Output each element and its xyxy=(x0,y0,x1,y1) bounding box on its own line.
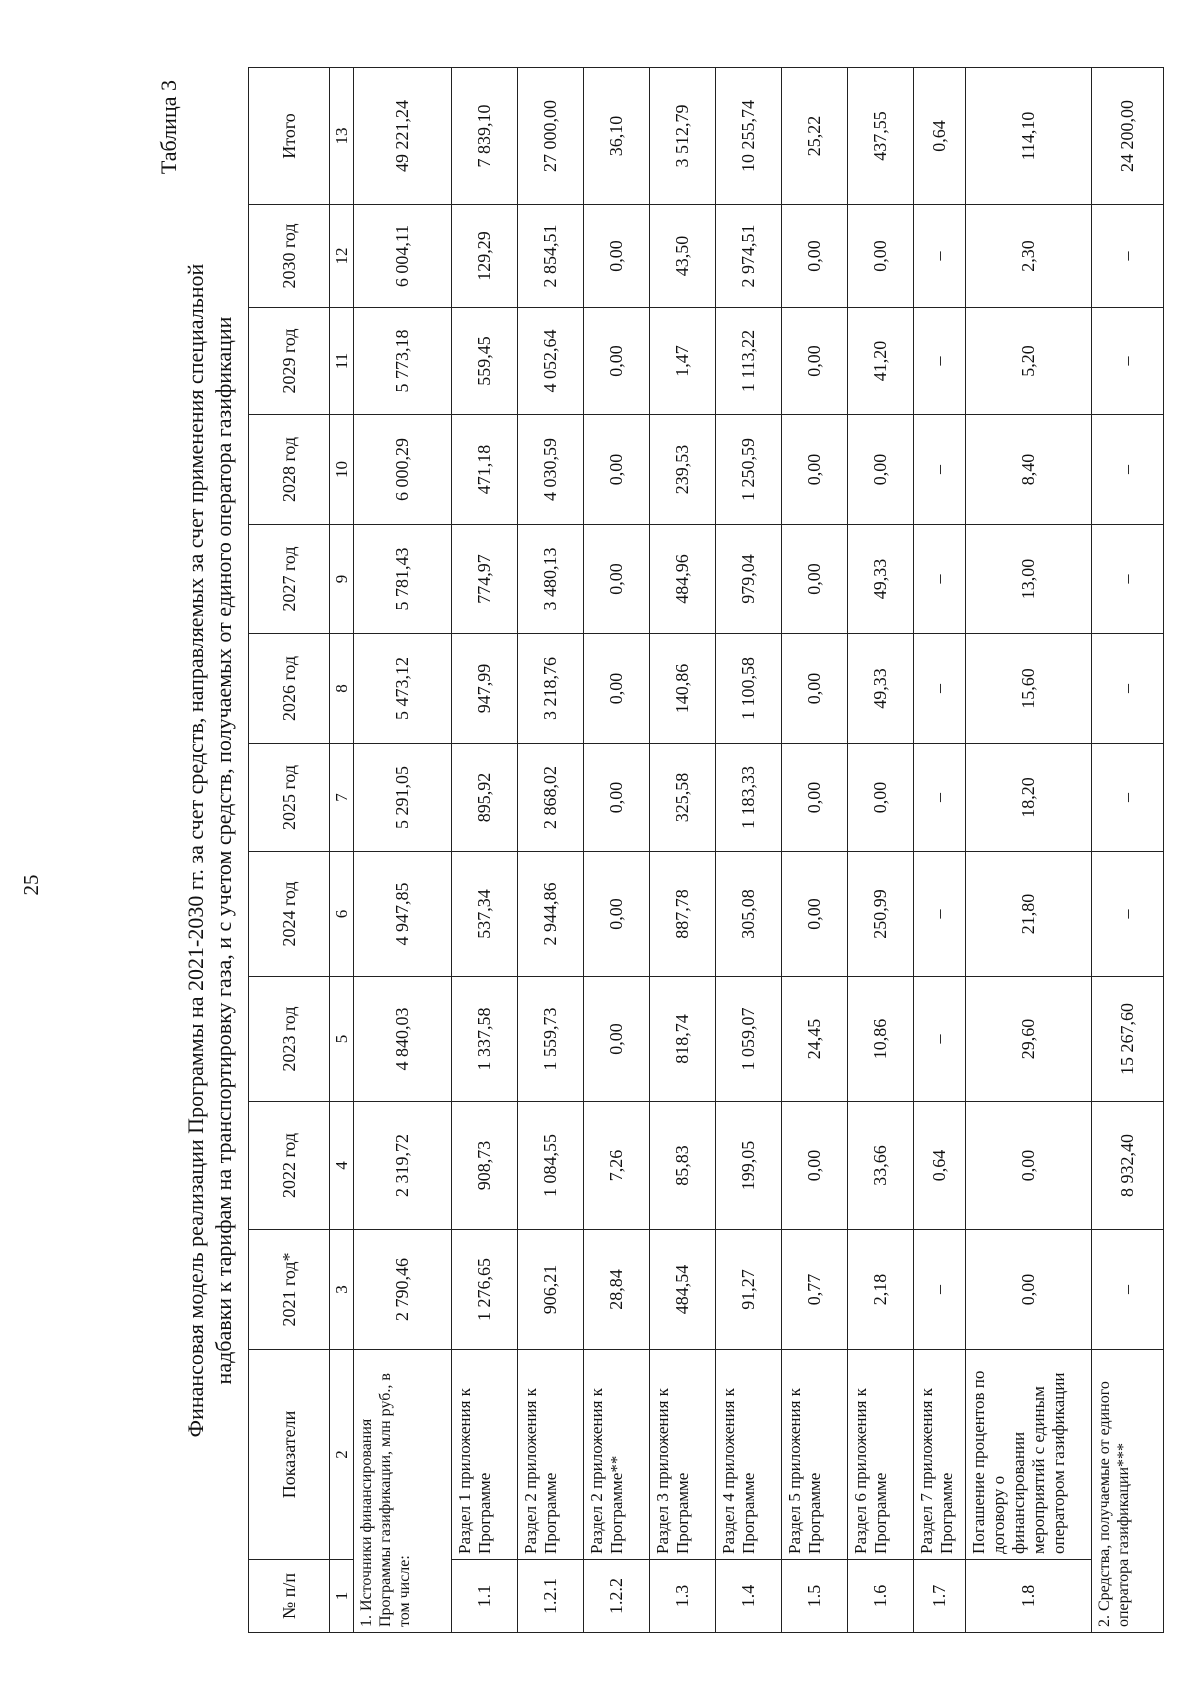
value-cell: 10 255,74 xyxy=(716,68,782,205)
value-cell: 979,04 xyxy=(716,525,782,634)
column-number: 12 xyxy=(330,205,354,308)
title-line-2: надбавки к тарифам на транспортировку газа, и с учетом средств, получаемых от единого оператора газификации xyxy=(211,316,236,1385)
column-header: 2025 год xyxy=(249,744,330,852)
value-cell: 18,20 xyxy=(966,744,1092,852)
column-number: 5 xyxy=(330,977,354,1102)
table-row xyxy=(354,68,452,1633)
value-cell: – xyxy=(914,977,966,1102)
value-cell: 25,22 xyxy=(782,68,848,205)
row-number: 1.4 xyxy=(716,1560,782,1633)
value-cell: 7 839,10 xyxy=(452,68,518,205)
value-cell: 41,20 xyxy=(848,308,914,415)
value-cell: 0,00 xyxy=(848,744,914,852)
value-cell: 2 868,02 xyxy=(518,744,584,852)
row-label: Раздел 2 приложения к Программе xyxy=(518,1350,584,1560)
value-cell: 1 183,33 xyxy=(716,744,782,852)
value-cell: 28,84 xyxy=(584,1230,650,1350)
value-cell: 3 512,79 xyxy=(650,68,716,205)
value-cell: – xyxy=(1092,634,1164,744)
column-number: 6 xyxy=(330,852,354,977)
table-row xyxy=(584,68,650,1633)
column-header: № п/п xyxy=(249,1560,330,1633)
value-cell: 2 319,72 xyxy=(354,1102,452,1230)
value-cell: 21,80 xyxy=(966,852,1092,977)
value-cell: 5 291,05 xyxy=(354,744,452,852)
row-number: 1.5 xyxy=(782,1560,848,1633)
value-cell: – xyxy=(1092,525,1164,634)
column-number: 3 xyxy=(330,1230,354,1350)
row-label: Раздел 2 приложения к Программе** xyxy=(584,1350,650,1560)
value-cell: 0,00 xyxy=(584,205,650,308)
value-cell: – xyxy=(914,415,966,525)
value-cell: 0,00 xyxy=(782,205,848,308)
column-header: 2021 год* xyxy=(249,1230,330,1350)
value-cell: 1 337,58 xyxy=(452,977,518,1102)
value-cell: 15,60 xyxy=(966,634,1092,744)
value-cell: – xyxy=(914,744,966,852)
value-cell: 4 947,85 xyxy=(354,852,452,977)
value-cell: 43,50 xyxy=(650,205,716,308)
value-cell: 13,00 xyxy=(966,525,1092,634)
value-cell: 199,05 xyxy=(716,1102,782,1230)
value-cell: 0,00 xyxy=(966,1230,1092,1350)
value-cell: 2 944,86 xyxy=(518,852,584,977)
value-cell: 895,92 xyxy=(452,744,518,852)
value-cell: 5 781,43 xyxy=(354,525,452,634)
value-cell: 1 250,59 xyxy=(716,415,782,525)
value-cell: 0,00 xyxy=(966,1102,1092,1230)
row-number: 1.6 xyxy=(848,1560,914,1633)
value-cell: – xyxy=(914,205,966,308)
value-cell: – xyxy=(1092,1230,1164,1350)
value-cell: 4 030,59 xyxy=(518,415,584,525)
value-cell: 1 100,58 xyxy=(716,634,782,744)
financial-model-table xyxy=(248,67,1164,1633)
rotated-page-content xyxy=(148,68,1137,1633)
table-caption: Таблица 3 xyxy=(156,80,181,175)
column-number: 2 xyxy=(330,1350,354,1560)
column-number: 11 xyxy=(330,308,354,415)
table-title xyxy=(182,68,238,1633)
value-cell: 29,60 xyxy=(966,977,1092,1102)
value-cell: 6 004,11 xyxy=(354,205,452,308)
value-cell: 0,64 xyxy=(914,1102,966,1230)
column-number: 4 xyxy=(330,1102,354,1230)
value-cell: 85,83 xyxy=(650,1102,716,1230)
row-label: Раздел 1 приложения к Программе xyxy=(452,1350,518,1560)
column-header: 2026 год xyxy=(249,634,330,744)
value-cell: 27 000,00 xyxy=(518,68,584,205)
value-cell: 818,74 xyxy=(650,977,716,1102)
table-row xyxy=(650,68,716,1633)
value-cell: 4 052,64 xyxy=(518,308,584,415)
column-header: 2027 год xyxy=(249,525,330,634)
column-header: Показатели xyxy=(249,1350,330,1560)
column-header: 2030 год xyxy=(249,205,330,308)
value-cell: 0,00 xyxy=(584,977,650,1102)
value-cell: 5 773,18 xyxy=(354,308,452,415)
page-number: 25 xyxy=(19,874,43,896)
value-cell: 49,33 xyxy=(848,634,914,744)
row-label: Раздел 5 приложения к Программе xyxy=(782,1350,848,1560)
value-cell: 947,99 xyxy=(452,634,518,744)
column-number: 8 xyxy=(330,634,354,744)
column-number: 9 xyxy=(330,525,354,634)
value-cell: 0,77 xyxy=(782,1230,848,1350)
value-cell: – xyxy=(914,852,966,977)
value-cell: 1 113,22 xyxy=(716,308,782,415)
row-label: Раздел 4 приложения к Программе xyxy=(716,1350,782,1560)
column-number: 13 xyxy=(330,68,354,205)
value-cell: – xyxy=(1092,205,1164,308)
row-number: 1.3 xyxy=(650,1560,716,1633)
column-header: Итого xyxy=(249,68,330,205)
value-cell: 1 059,07 xyxy=(716,977,782,1102)
row-label: Раздел 7 приложения к Программе xyxy=(914,1350,966,1560)
table-body xyxy=(354,68,1164,1633)
value-cell: 2 854,51 xyxy=(518,205,584,308)
value-cell: 8,40 xyxy=(966,415,1092,525)
table-row xyxy=(782,68,848,1633)
value-cell: 2,18 xyxy=(848,1230,914,1350)
value-cell: 0,00 xyxy=(782,852,848,977)
column-header: 2022 год xyxy=(249,1102,330,1230)
table-row xyxy=(518,68,584,1633)
table-row xyxy=(1092,68,1164,1633)
row-number: 1.7 xyxy=(914,1560,966,1633)
value-cell: 0,00 xyxy=(782,744,848,852)
value-cell: 24 200,00 xyxy=(1092,68,1164,205)
value-cell: 1 276,65 xyxy=(452,1230,518,1350)
value-cell: 6 000,29 xyxy=(354,415,452,525)
value-cell: 33,66 xyxy=(848,1102,914,1230)
column-number: 1 xyxy=(330,1560,354,1633)
value-cell: – xyxy=(914,308,966,415)
value-cell: 1 559,73 xyxy=(518,977,584,1102)
value-cell: 484,54 xyxy=(650,1230,716,1350)
value-cell: 3 480,13 xyxy=(518,525,584,634)
value-cell: 114,10 xyxy=(966,68,1092,205)
row-label: Погашение процентов по договору о финансировании мероприятий с единым оператором газификации xyxy=(966,1350,1092,1560)
value-cell: 0,00 xyxy=(782,525,848,634)
value-cell: 1 084,55 xyxy=(518,1102,584,1230)
column-header: 2024 год xyxy=(249,852,330,977)
table-row xyxy=(452,68,518,1633)
value-cell: 49 221,24 xyxy=(354,68,452,205)
title-line-1: Финансовая модель реализации Программы на 2021-2030 гг. за счет средств, направляемых за счет применения специальной xyxy=(183,263,208,1438)
header-row xyxy=(249,68,330,1633)
value-cell: 305,08 xyxy=(716,852,782,977)
value-cell: 325,58 xyxy=(650,744,716,852)
value-cell: 0,00 xyxy=(584,308,650,415)
value-cell: 8 932,40 xyxy=(1092,1102,1164,1230)
value-cell: 437,55 xyxy=(848,68,914,205)
value-cell: 0,64 xyxy=(914,68,966,205)
value-cell: 2 974,51 xyxy=(716,205,782,308)
value-cell: 1,47 xyxy=(650,308,716,415)
row-label: Раздел 3 приложения к Программе xyxy=(650,1350,716,1560)
value-cell: 0,00 xyxy=(584,634,650,744)
table-row xyxy=(914,68,966,1633)
value-cell: 0,00 xyxy=(584,415,650,525)
value-cell: – xyxy=(1092,852,1164,977)
value-cell: 0,00 xyxy=(782,1102,848,1230)
value-cell: 5,20 xyxy=(966,308,1092,415)
value-cell: 129,29 xyxy=(452,205,518,308)
row-label: 1. Источники финансирования Программы газификации, млн руб., в том числе: xyxy=(354,1350,452,1633)
table-row xyxy=(966,68,1092,1633)
column-header: 2023 год xyxy=(249,977,330,1102)
column-header: 2029 год xyxy=(249,308,330,415)
row-label: Раздел 6 приложения к Программе xyxy=(848,1350,914,1560)
value-cell: – xyxy=(1092,744,1164,852)
value-cell: 0,00 xyxy=(848,205,914,308)
column-number: 10 xyxy=(330,415,354,525)
value-cell: 471,18 xyxy=(452,415,518,525)
value-cell: 4 840,03 xyxy=(354,977,452,1102)
value-cell: 7,26 xyxy=(584,1102,650,1230)
row-number: 1.1 xyxy=(452,1560,518,1633)
value-cell: 10,86 xyxy=(848,977,914,1102)
value-cell: 537,34 xyxy=(452,852,518,977)
row-number: 1.2.1 xyxy=(518,1560,584,1633)
value-cell: 906,21 xyxy=(518,1230,584,1350)
value-cell: 0,00 xyxy=(584,852,650,977)
value-cell: – xyxy=(1092,308,1164,415)
row-label: 2. Средства, получаемые от единого оператора газификации*** xyxy=(1092,1350,1164,1633)
value-cell: – xyxy=(914,634,966,744)
value-cell: 0,00 xyxy=(584,525,650,634)
value-cell: 2,30 xyxy=(966,205,1092,308)
value-cell: 887,78 xyxy=(650,852,716,977)
value-cell: 559,45 xyxy=(452,308,518,415)
value-cell: 91,27 xyxy=(716,1230,782,1350)
value-cell: 36,10 xyxy=(584,68,650,205)
column-number: 7 xyxy=(330,744,354,852)
column-header: 2028 год xyxy=(249,415,330,525)
value-cell: 0,00 xyxy=(848,415,914,525)
value-cell: 0,00 xyxy=(584,744,650,852)
value-cell: 5 473,12 xyxy=(354,634,452,744)
value-cell: 15 267,60 xyxy=(1092,977,1164,1102)
table-row xyxy=(848,68,914,1633)
value-cell: 2 790,46 xyxy=(354,1230,452,1350)
value-cell: 239,53 xyxy=(650,415,716,525)
column-number-row xyxy=(330,68,354,1633)
value-cell: 484,96 xyxy=(650,525,716,634)
value-cell: 3 218,76 xyxy=(518,634,584,744)
value-cell: 774,97 xyxy=(452,525,518,634)
value-cell: 140,86 xyxy=(650,634,716,744)
value-cell: 24,45 xyxy=(782,977,848,1102)
table-row xyxy=(716,68,782,1633)
value-cell: 0,00 xyxy=(782,415,848,525)
value-cell: 0,00 xyxy=(782,634,848,744)
value-cell: – xyxy=(1092,415,1164,525)
value-cell: 908,73 xyxy=(452,1102,518,1230)
row-number: 1.2.2 xyxy=(584,1560,650,1633)
value-cell: – xyxy=(914,525,966,634)
value-cell: 250,99 xyxy=(848,852,914,977)
value-cell: 0,00 xyxy=(782,308,848,415)
value-cell: – xyxy=(914,1230,966,1350)
row-number: 1.8 xyxy=(966,1560,1092,1633)
value-cell: 49,33 xyxy=(848,525,914,634)
